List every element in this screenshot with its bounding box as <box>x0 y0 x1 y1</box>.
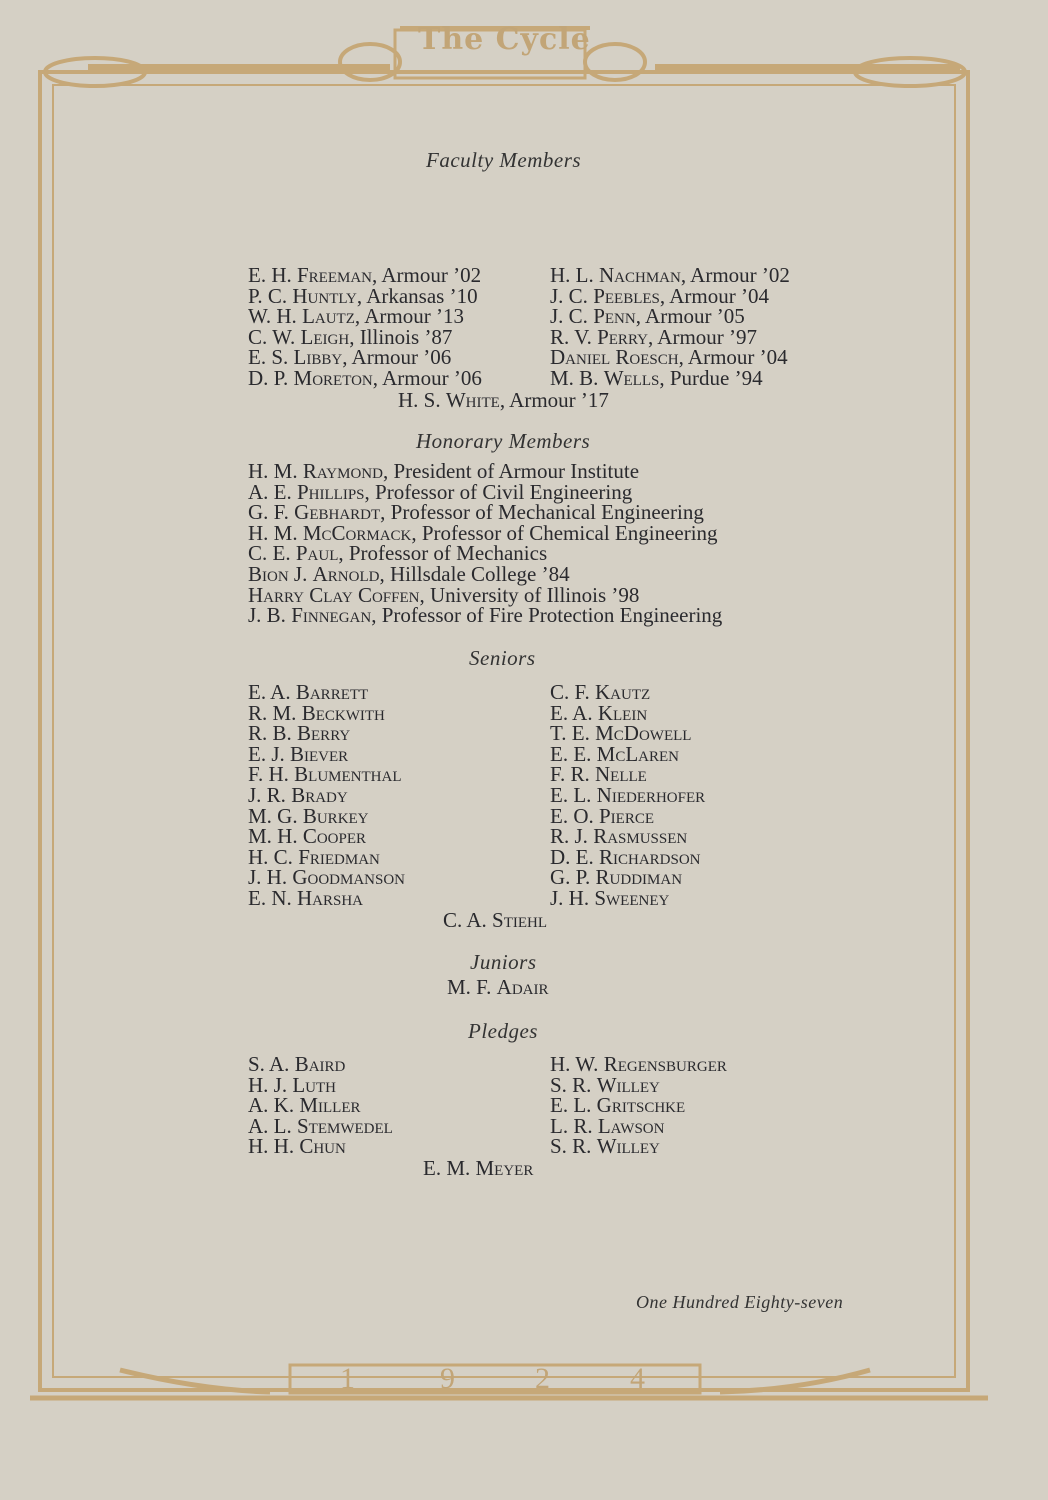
member-surname: Friedman <box>298 844 380 869</box>
member-text: , Professor of Civil Engineering <box>364 479 633 504</box>
member-surname: Beckwith <box>301 700 385 725</box>
member-surname: Burkey <box>302 803 369 828</box>
member-text: H. H. <box>248 1134 300 1159</box>
member-surname: Sweeney <box>594 885 670 910</box>
member-surname: Barrett <box>295 680 369 704</box>
member-surname: Stiehl <box>492 908 548 932</box>
year-digit: 4 <box>630 1362 645 1395</box>
seniors-heading: Seniors <box>469 646 536 670</box>
member-entry <box>248 803 405 828</box>
member-entry <box>248 764 405 785</box>
member-entry <box>550 1054 727 1075</box>
faculty-list-right <box>550 265 790 389</box>
member-surname: Gritschke <box>596 1093 686 1118</box>
member-text: , Armour ’06 <box>372 365 482 390</box>
member-entry <box>550 741 705 766</box>
member-entry <box>550 723 705 744</box>
member-entry <box>248 502 722 523</box>
member-surname: McCormack <box>302 520 412 545</box>
member-entry <box>550 700 705 725</box>
member-surname: Pierce <box>599 803 655 828</box>
member-surname: Perry <box>597 324 648 349</box>
member-entry <box>550 867 705 888</box>
member-entry <box>248 561 722 586</box>
member-text: H. M. <box>248 459 303 483</box>
member-text: J. C. <box>550 283 594 308</box>
member-surname: Richardson <box>599 844 701 869</box>
member-entry <box>248 306 482 327</box>
member-surname: Raymond <box>302 459 383 483</box>
member-text: M. G. <box>248 803 303 828</box>
member-surname: Nachman <box>599 263 681 287</box>
member-entry <box>550 764 705 785</box>
member-surname: Blumenthal <box>294 762 402 787</box>
member-text: E. L. <box>550 1093 597 1118</box>
member-entry <box>248 723 405 744</box>
member-surname: Miller <box>299 1093 361 1118</box>
member-entry <box>248 347 482 368</box>
member-text: E. H. <box>248 263 297 287</box>
member-text: A. K. <box>248 1093 300 1118</box>
member-text: M. H. <box>248 824 303 849</box>
member-entry <box>550 347 790 368</box>
member-text: J. H. <box>550 885 595 910</box>
member-surname: Baird <box>294 1052 346 1076</box>
pledges-list-right <box>550 1054 727 1157</box>
member-entry <box>248 265 482 286</box>
member-text: , Armour ’97 <box>647 324 758 349</box>
member-surname: Gebhardt <box>294 500 381 525</box>
member-entry <box>248 461 722 482</box>
member-entry <box>248 283 482 308</box>
member-entry <box>443 908 547 933</box>
member-text: J. R. <box>248 782 292 807</box>
member-surname: Moreton <box>293 365 373 390</box>
member-surname: Bion <box>248 561 289 586</box>
member-text: D. E. <box>550 844 599 869</box>
member-surname: Willey <box>596 1134 660 1159</box>
member-entry <box>423 1156 533 1181</box>
member-text: G. F. <box>248 500 295 525</box>
faculty-heading: Faculty Members <box>426 148 582 172</box>
member-entry <box>550 844 705 869</box>
member-text: , Professor of Fire Protection Engineering <box>371 603 723 628</box>
pledges-last <box>423 1156 533 1181</box>
member-text: J. B. <box>248 603 292 628</box>
member-text: H. M. <box>248 520 303 545</box>
year-digit: 2 <box>535 1362 550 1395</box>
member-surname: Adair <box>496 975 549 999</box>
member-entry <box>398 388 609 413</box>
member-entry <box>248 479 722 504</box>
member-text: L. R. <box>550 1113 598 1138</box>
member-surname: Chun <box>299 1134 346 1159</box>
member-entry <box>248 1072 393 1097</box>
member-entry <box>248 605 722 626</box>
member-text: , Armour ’02 <box>680 263 790 287</box>
member-text: A. L. <box>248 1113 297 1138</box>
member-text: J. H. <box>248 865 293 890</box>
member-entry <box>550 682 705 703</box>
member-entry <box>550 265 790 286</box>
member-entry <box>248 1095 393 1116</box>
member-entry <box>248 741 405 766</box>
member-surname: Nelle <box>595 762 647 787</box>
member-entry <box>550 1136 727 1157</box>
member-entry <box>550 885 705 910</box>
member-entry <box>248 365 482 390</box>
member-text: J. C. <box>550 304 594 329</box>
page-number: One Hundred Eighty-seven <box>636 1292 844 1312</box>
member-text: R. B. <box>248 721 298 746</box>
seniors-last <box>443 908 547 933</box>
member-text: F. R. <box>550 762 596 787</box>
member-text: W. H. <box>248 304 303 329</box>
member-surname: Harsha <box>297 885 364 910</box>
member-surname: Rasmussen <box>593 824 688 849</box>
member-surname: Daniel Roesch <box>550 345 679 370</box>
pledges-heading: Pledges <box>468 1019 538 1043</box>
member-surname: Berry <box>297 721 351 746</box>
member-text: , Armour ’13 <box>354 304 464 329</box>
member-entry <box>550 324 790 349</box>
member-text: E. L. <box>550 782 597 807</box>
member-text: E. J. <box>248 741 290 766</box>
member-surname: Brady <box>291 782 348 807</box>
member-text: R. V. <box>550 324 598 349</box>
member-text: G. P. <box>550 865 596 890</box>
member-surname: Phillips <box>297 479 365 504</box>
member-text: , Armour ’02 <box>372 263 482 287</box>
member-text: , Armour ’05 <box>635 304 745 329</box>
member-entry <box>550 1095 727 1116</box>
member-entry <box>248 324 482 349</box>
member-surname: White <box>445 388 500 412</box>
member-surname: Willey <box>596 1072 660 1097</box>
member-text: S. A. <box>248 1052 295 1076</box>
member-text: , Professor of Chemical Engineering <box>411 520 718 545</box>
member-entry <box>550 283 790 308</box>
member-entry <box>248 1136 393 1157</box>
member-entry <box>550 803 705 828</box>
faculty-last <box>398 388 609 413</box>
member-text: H. C. <box>248 844 299 869</box>
member-surname: Meyer <box>475 1156 534 1180</box>
member-text: , Armour ’04 <box>659 283 769 308</box>
member-entry <box>550 365 790 390</box>
member-entry <box>248 826 405 847</box>
member-text: , Purdue ’94 <box>659 365 763 390</box>
member-text: , Armour ’04 <box>678 345 788 370</box>
member-text: H. L. <box>550 263 599 287</box>
honorary-list <box>248 461 722 626</box>
member-surname: Paul <box>295 541 339 566</box>
member-surname: Freeman <box>297 263 373 287</box>
member-entry <box>248 844 405 869</box>
juniors-member <box>447 975 549 1000</box>
member-surname: Klein <box>597 700 648 725</box>
member-entry <box>248 867 405 888</box>
member-text: R. J. <box>550 824 594 849</box>
member-surname: Stemwedel <box>297 1113 393 1138</box>
member-text: J. <box>288 561 313 586</box>
faculty-list-left <box>248 265 482 389</box>
member-entry <box>248 1054 393 1075</box>
member-surname: Peebles <box>593 283 660 308</box>
member-surname: Lawson <box>597 1113 665 1138</box>
member-text: E. A. <box>248 680 296 704</box>
member-entry <box>550 782 706 807</box>
member-text: S. R. <box>550 1072 597 1097</box>
member-surname: Luth <box>292 1072 336 1097</box>
member-text: E. A. <box>550 700 598 725</box>
member-surname: Huntly <box>292 283 357 308</box>
member-text: C. F. <box>550 680 596 704</box>
member-entry <box>248 543 722 564</box>
member-text: R. M. <box>248 700 302 725</box>
member-text: , Professor of Mechanics <box>338 541 548 566</box>
member-surname: McDowell <box>595 721 692 746</box>
member-entry <box>447 975 549 1000</box>
member-entry <box>248 582 722 607</box>
member-text: F. H. <box>248 762 295 787</box>
member-surname: Cooper <box>302 824 367 849</box>
member-text: C. E. <box>248 541 296 566</box>
member-entry <box>248 700 405 725</box>
member-text: H. J. <box>248 1072 293 1097</box>
member-entry <box>550 1113 727 1138</box>
member-text: , Armour ’17 <box>499 388 609 412</box>
member-text: C. W. <box>248 324 301 349</box>
member-surname: Leigh <box>300 324 350 349</box>
year-digit: 9 <box>440 1362 455 1395</box>
member-text: M. B. <box>550 365 604 390</box>
member-text: S. R. <box>550 1134 597 1159</box>
member-surname: Biever <box>290 741 349 766</box>
member-entry <box>550 1072 727 1097</box>
seniors-list-right <box>550 682 705 909</box>
member-text: A. E. <box>248 479 297 504</box>
member-surname: McLaren <box>596 741 679 766</box>
member-entry <box>550 826 705 847</box>
member-surname: Libby <box>293 345 343 370</box>
member-entry <box>248 520 722 545</box>
pledges-list-left <box>248 1054 393 1157</box>
member-surname: Ruddiman <box>595 865 683 890</box>
member-text: E. S. <box>248 345 294 370</box>
member-text: E. M. <box>423 1156 476 1180</box>
seniors-list-left <box>248 682 405 909</box>
member-text: , Illinois ’87 <box>349 324 453 349</box>
member-surname: Kautz <box>595 680 651 704</box>
member-entry <box>248 1113 393 1138</box>
member-surname: Arnold <box>312 561 380 586</box>
member-entry <box>248 885 405 910</box>
member-text: H. W. <box>550 1052 604 1076</box>
member-text: T. E. <box>550 721 596 746</box>
member-text: D. P. <box>248 365 294 390</box>
member-text: E. O. <box>550 803 599 828</box>
member-text: , Professor of Mechanical Engineering <box>380 500 704 525</box>
member-surname: Niederhofer <box>596 782 706 807</box>
member-surname: Lautz <box>302 304 355 329</box>
member-surname: Penn <box>593 304 636 329</box>
member-text: E. N. <box>248 885 297 910</box>
member-text: , Hillsdale College ’84 <box>379 561 570 586</box>
member-surname: Regensburger <box>603 1052 727 1076</box>
member-entry <box>248 682 405 703</box>
member-text: H. S. <box>398 388 446 412</box>
year-digit: 1 <box>340 1362 355 1395</box>
member-text: P. C. <box>248 283 293 308</box>
honorary-heading: Honorary Members <box>416 429 591 453</box>
member-text: , President of Armour Institute <box>382 459 640 483</box>
logo-the-cycle: The Cycle <box>418 22 591 57</box>
juniors-heading: Juniors <box>470 950 537 974</box>
member-surname: Wells <box>603 365 660 390</box>
member-surname: Goodmanson <box>292 865 406 890</box>
member-surname: Harry Clay Coffen <box>248 582 420 607</box>
member-entry <box>248 782 405 807</box>
member-text: M. F. <box>447 975 497 999</box>
member-text: C. A. <box>443 908 493 932</box>
member-text: , Arkansas ’10 <box>356 283 478 308</box>
member-text: , University of Illinois ’98 <box>419 582 640 607</box>
member-surname: Finnegan <box>291 603 372 628</box>
member-entry <box>550 306 790 327</box>
member-text: , Armour ’06 <box>342 345 452 370</box>
member-text: E. E. <box>550 741 597 766</box>
